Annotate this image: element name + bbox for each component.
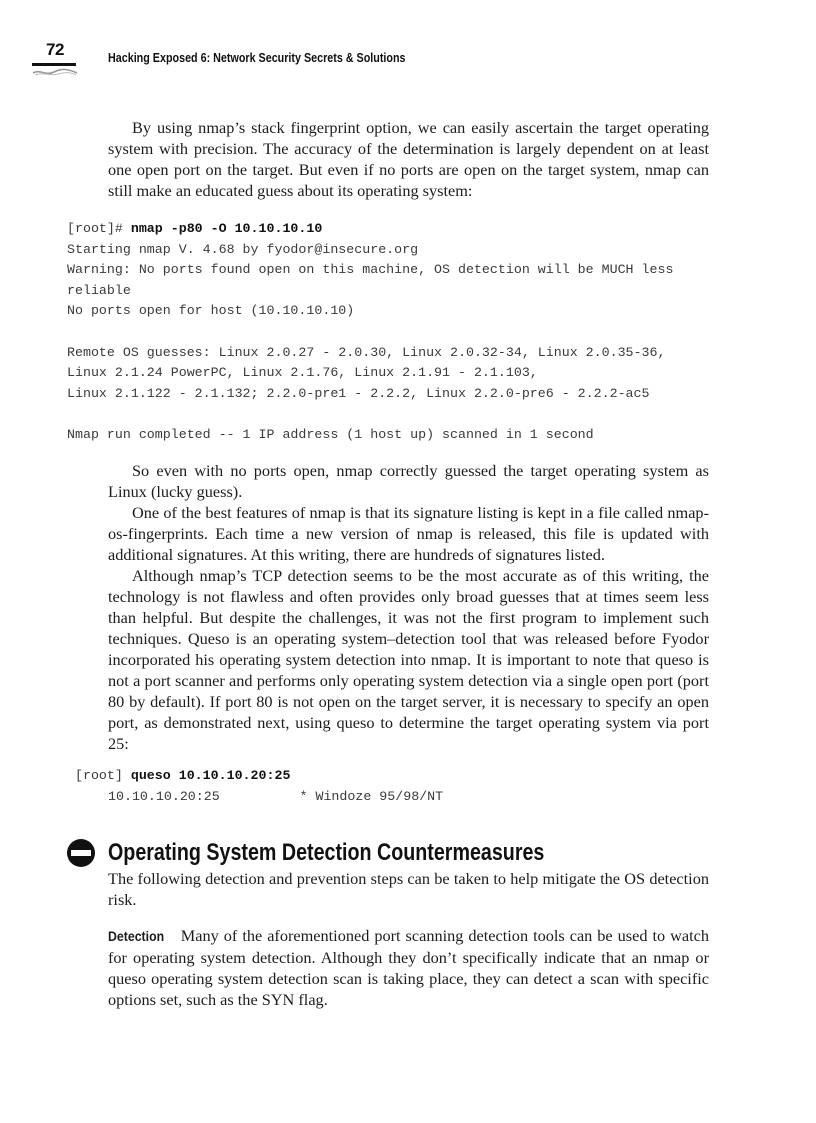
code-prompt: [root]# <box>67 221 131 236</box>
countermeasure-icon <box>66 838 96 868</box>
code-line: 10.10.10.20:25 * Windoze 95/98/NT <box>108 789 444 804</box>
code-block-queso-result <box>108 787 788 808</box>
code-command: nmap -p80 -O 10.10.10.10 <box>130 221 323 236</box>
code-line: No ports open for host (10.10.10.10) <box>67 303 355 319</box>
code-line: reliable <box>67 282 131 298</box>
paragraph-queso: Although nmap’s TCP detection seems to be the most accurate as of this writing, the technology is not flawless and often provides only broad guesses that at times seem less than helpful. But despite the challenges, it was not the first program to implement such techniques. Queso is an operating system–detection tool that was released before Fyodor incorporated his operating system detection into nmap. It is important to note that queso is not a port scanner and performs only operating system detection via a single open port (port 80 by default). If port 80 is not open on the target server, it is necessary to specify an open port, as demonstrated next, using queso to determine the target operating system via port 25: <box>108 566 709 753</box>
code-line: Nmap run completed -- 1 IP address (1 host up) scanned in 1 second <box>67 426 594 442</box>
running-head: Hacking Exposed 6: Network Security Secrets & Solutions <box>108 51 406 65</box>
code-line: Starting nmap V. 4.68 by fyodor@insecure.org <box>67 241 419 257</box>
code-line: Warning: No ports found open on this machine, OS detection will be MUCH less <box>67 262 674 278</box>
code-block-queso <box>67 766 747 787</box>
paragraph-signatures: One of the best features of nmap is that its signature listing is kept in a file called nmap-os-fingerprints. Each time a new version of nmap is released, this file is updated with additional signatures. At this writing, there are hundreds of signatures listed. <box>108 503 709 564</box>
detection-label: Detection <box>108 928 165 944</box>
page-number: 72 <box>46 40 64 59</box>
code-block-nmap <box>67 219 747 446</box>
paragraph-detection <box>108 925 709 1010</box>
detection-text: Many of the aforementioned port scanning detection tools can be used to watch for operating system detection. Although they don’t specifically indicate that an nmap or queso operating system detection scan is taking place, they can detect a scan with specific options set, such as the SYN flag. <box>108 926 709 1009</box>
code-line: Linux 2.1.122 - 2.1.132; 2.2.0-pre1 - 2.2.2, Linux 2.2.0-pre6 - 2.2.2-ac5 <box>67 385 650 401</box>
section-intro: The following detection and prevention steps can be taken to help mitigate the OS detection risk. <box>108 869 709 909</box>
page-number-ornament <box>32 68 78 76</box>
code-prompt: [root] <box>67 768 131 783</box>
code-line: Remote OS guesses: Linux 2.0.27 - 2.0.30, Linux 2.0.32-34, Linux 2.0.35-36, <box>67 344 666 360</box>
page-number-rule <box>32 63 76 66</box>
code-line: Linux 2.1.24 PowerPC, Linux 2.1.76, Linux 2.1.91 - 2.1.103, <box>67 365 538 381</box>
page-header <box>32 38 752 78</box>
section-title: Operating System Detection Countermeasures <box>108 839 545 866</box>
paragraph-lucky-guess: So even with no ports open, nmap correctly guessed the target operating system as Linux (lucky guess). <box>108 461 709 501</box>
paragraph-intro: By using nmap’s stack fingerprint option, we can easily ascertain the target operating system with precision. The accuracy of the determination is largely dependent on at least one open port on the target. But even if no ports are open on the target system, nmap can still make an educated guess about its operating system: <box>108 118 709 200</box>
code-command: queso 10.10.10.20:25 <box>130 768 291 783</box>
